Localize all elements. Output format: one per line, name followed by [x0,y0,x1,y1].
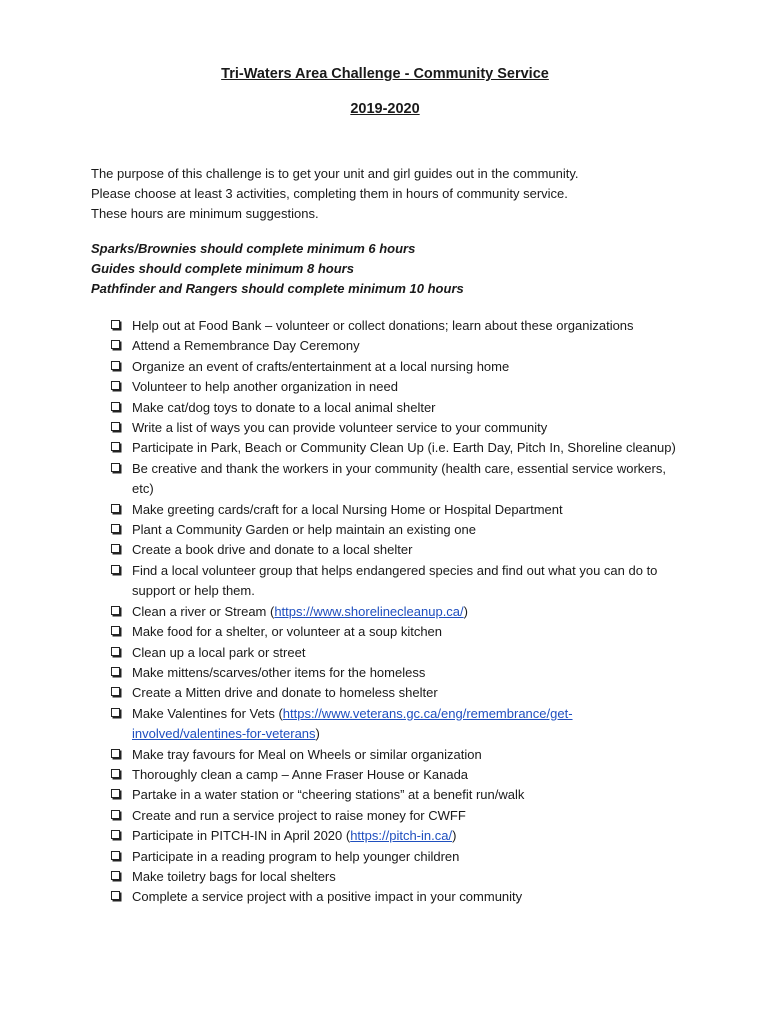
checklist-item-text [132,540,686,560]
checkbox-icon[interactable] [111,749,120,758]
checklist-item-text [132,336,686,356]
activity-label: Participate in a reading program to help younger children [132,848,460,864]
checkbox-icon[interactable] [111,504,120,513]
checkbox-icon[interactable] [111,544,120,553]
checkbox-icon[interactable] [111,320,120,329]
activity-label: Participate in Park, Beach or Community Clean Up (i.e. Earth Day, Pitch In, Shoreline cleanup) [132,440,676,456]
checklist-item [111,418,686,438]
checklist-item [111,622,686,642]
checklist-item-text [132,806,686,826]
activity-label: Find a local volunteer group that helps endangered species and find out what you can do to support or help them. [132,562,658,599]
checkbox-icon[interactable] [111,667,120,676]
checklist-item-text [132,561,686,602]
checklist-item [111,500,686,520]
checklist-item [111,765,686,785]
checklist-item-text [132,704,686,745]
activity-checklist [111,316,686,908]
checkbox-icon[interactable] [111,871,120,880]
checklist-item [111,643,686,663]
checkbox-icon[interactable] [111,422,120,431]
checkbox-icon[interactable] [111,851,120,860]
checklist-item-text [132,826,686,846]
checkbox-icon[interactable] [111,381,120,390]
activity-label: Write a list of ways you can provide volunteer service to your community [132,420,548,436]
activity-label: Complete a service project with a positive impact in your community [132,889,523,905]
checklist-item [111,806,686,826]
checkbox-icon[interactable] [111,626,120,635]
checklist-item [111,602,686,622]
checklist-item [111,745,686,765]
activity-label: Create a book drive and donate to a local shelter [132,542,413,558]
activity-link[interactable]: https://www.veterans.gc.ca/eng/remembrance/get-involved/valentines-for-veterans [132,705,573,742]
activity-label-suffix: ) [315,726,320,742]
checklist-item-text [132,887,686,907]
checkbox-icon[interactable] [111,647,120,656]
checklist-item [111,438,686,458]
activity-label: Organize an event of crafts/entertainment at a local nursing home [132,358,510,374]
checklist-item [111,316,686,336]
checkbox-icon[interactable] [111,687,120,696]
activity-label: Participate in PITCH-IN in April 2020 ( [132,828,351,844]
activity-label: Partake in a water station or “cheering stations” at a benefit run/walk [132,787,525,803]
requirement-line: Pathfinder and Rangers should complete minimum 10 hours [91,281,464,296]
document-title: Tri-Waters Area Challenge - Community Service [221,66,549,82]
activity-label: Thoroughly clean a camp – Anne Fraser House or Kanada [132,766,469,782]
intro-line: Please choose at least 3 activities, completing them in hours of community service. [91,186,568,201]
checklist-item-text [132,847,686,867]
activity-label: Make food for a shelter, or volunteer at a soup kitchen [132,624,443,640]
activity-label: Create a Mitten drive and donate to homeless shelter [132,685,438,701]
activity-label: Create and run a service project to raise money for CWFF [132,807,466,823]
checkbox-icon[interactable] [111,463,120,472]
activity-label: Clean up a local park or street [132,644,306,660]
checkbox-icon[interactable] [111,891,120,900]
activity-label: Be creative and thank the workers in your community (health care, essential service workers, etc) [132,460,666,497]
checklist-item [111,785,686,805]
checklist-item [111,867,686,887]
checklist-item-text [132,357,686,377]
activity-label: Make tray favours for Meal on Wheels or similar organization [132,746,482,762]
checklist-item-text [132,785,686,805]
checkbox-icon[interactable] [111,606,120,615]
checkbox-icon[interactable] [111,769,120,778]
checklist-item-text [132,867,686,887]
checklist-item-text [132,745,686,765]
checklist-item-text [132,643,686,663]
intro-line: The purpose of this challenge is to get your unit and girl guides out in the community. [91,166,579,181]
checklist-item [111,357,686,377]
checklist-item-text [132,398,686,418]
checklist-item-text [132,765,686,785]
checklist-item-text [132,316,686,336]
activity-label: Make cat/dog toys to donate to a local animal shelter [132,399,436,415]
checklist-item [111,377,686,397]
activity-label-suffix: ) [463,603,468,619]
activity-link[interactable]: https://pitch-in.ca/ [350,828,453,844]
checklist-item [111,847,686,867]
checkbox-icon[interactable] [111,565,120,574]
checkbox-icon[interactable] [111,810,120,819]
intro-paragraph [91,164,579,224]
checklist-item [111,540,686,560]
activity-label: Make toiletry bags for local shelters [132,868,336,884]
checklist-item-text [132,663,686,683]
checkbox-icon[interactable] [111,442,120,451]
checklist-item [111,704,686,745]
checklist-item [111,520,686,540]
checkbox-icon[interactable] [111,340,120,349]
activity-label-suffix: ) [452,828,457,844]
checklist-item [111,336,686,356]
checklist-item [111,826,686,846]
checklist-item-text [132,418,686,438]
checklist-item [111,663,686,683]
checklist-item [111,459,686,500]
checklist-item [111,561,686,602]
activity-label: Volunteer to help another organization in need [132,379,398,395]
checklist-item-text [132,500,686,520]
activity-link[interactable]: https://www.shorelinecleanup.ca/ [274,603,464,619]
checkbox-icon[interactable] [111,402,120,411]
checkbox-icon[interactable] [111,830,120,839]
intro-line: These hours are minimum suggestions. [91,206,319,221]
checkbox-icon[interactable] [111,361,120,370]
checkbox-icon[interactable] [111,789,120,798]
checklist-item-text [132,438,686,458]
checklist-item-text [132,377,686,397]
checklist-item-text [132,602,686,622]
checklist-item [111,398,686,418]
checkbox-icon[interactable] [111,524,120,533]
checklist-item-text [132,622,686,642]
activity-label: Make Valentines for Vets ( [132,705,283,721]
hour-requirements [91,239,464,299]
checklist-item [111,887,686,907]
requirement-line: Sparks/Brownies should complete minimum 6 hours [91,241,416,256]
checklist-item-text [132,520,686,540]
activity-label: Make greeting cards/craft for a local Nursing Home or Hospital Department [132,501,563,517]
activity-label: Clean a river or Stream ( [132,603,275,619]
activity-label: Help out at Food Bank – volunteer or collect donations; learn about these organizations [132,318,634,333]
requirement-line: Guides should complete minimum 8 hours [91,261,354,276]
checkbox-icon[interactable] [111,708,120,717]
activity-label: Plant a Community Garden or help maintain an existing one [132,522,476,538]
activity-label: Make mittens/scarves/other items for the homeless [132,664,426,680]
checklist-item [111,683,686,703]
checklist-item-text [132,459,686,500]
document-year: 2019-2020 [350,101,420,117]
activity-label: Attend a Remembrance Day Ceremony [132,338,360,354]
checklist-item-text [132,683,686,703]
